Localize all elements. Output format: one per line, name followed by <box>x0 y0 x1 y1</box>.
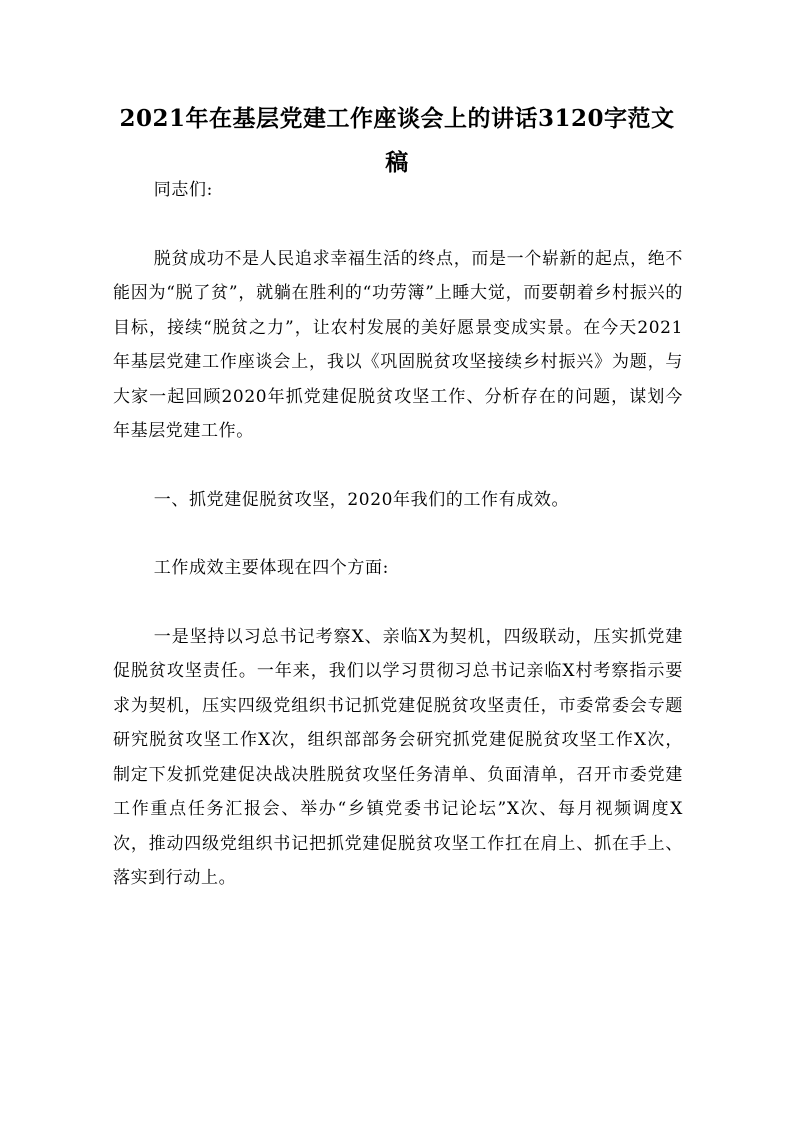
document-body <box>113 173 683 930</box>
point-one-paragraph: 一是坚持以习总书记考察X、亲临X为契机，四级联动，压实抓党建促脱贫攻坚责任。一年来，我们以学习贯彻习总书记亲临X村考察指示要求为契机，压实四级党组织书记抓党建促脱贫攻坚责任，市委常委会专题研究脱贫攻坚工作X次，组织部部务会研究抓党建促脱贫攻坚工作X次，制定下发抓党建促决战决胜脱贫攻坚任务清单、负面清单，召开市委党建工作重点任务汇报会、举办“乡镇党委书记论坛”X次、每月视频调度X次，推动四级党组织书记把抓党建促脱贫攻坚工作扛在肩上、抓在手上、落实到行动上。 <box>113 626 683 888</box>
summary-paragraph: 工作成效主要体现在四个方面: <box>153 558 389 578</box>
greeting-paragraph: 同志们: <box>153 180 213 200</box>
intro-paragraph: 脱贫成功不是人民追求幸福生活的终点，而是一个崭新的起点，绝不能因为“脱了贫”，就躺在胜利的“功劳簿”上睡大觉，而要朝着乡村振兴的目标，接续“脱贫之力”，让农村发展的美好愿景变成实景。在今天2021年基层党建工作座谈会上，我以《巩固脱贫攻坚接续乡村振兴》为题，与大家一起回顾2020年抓党建促脱贫攻坚工作、分析存在的问题，谋划今年基层党建工作。 <box>113 248 683 441</box>
section-heading-paragraph: 一、抓党建促脱贫攻坚，2020年我们的工作有成效。 <box>153 489 570 510</box>
document-title: 2021年在基层党建工作座谈会上的讲话3120字范文稿 <box>119 105 675 176</box>
